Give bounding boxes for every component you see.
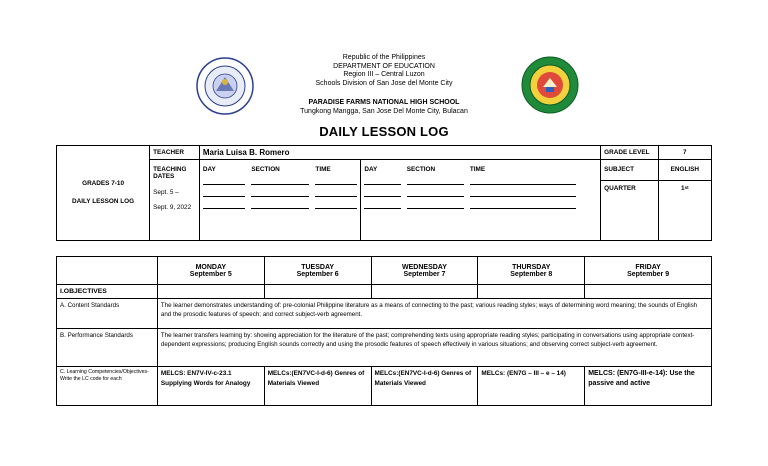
section-blank: [251, 198, 309, 209]
region-text: Region III – Central Luzon: [343, 71, 425, 78]
time-blank: [315, 198, 357, 209]
quarter-number: 1: [681, 185, 685, 192]
day-header-thursday: THURSDAY September 8: [478, 257, 585, 285]
date-end: Sept. 9, 2022: [153, 204, 192, 211]
time-label-1: TIME: [315, 166, 331, 173]
time-blank: [315, 186, 357, 197]
objectives-table: [56, 256, 712, 406]
competencies-label: C. Learning Competencies/Objectives- Write the LC code for each: [57, 367, 158, 406]
time-blank: [470, 174, 576, 185]
day-header-wednesday: WEDNESDAY September 7: [371, 257, 478, 285]
performance-standards-label: B. Performance Standards: [57, 329, 158, 367]
grade-level-label: GRADE LEVEL: [601, 146, 658, 160]
day-header-friday: FRIDAY September 9: [585, 257, 712, 285]
teacher-name: Maria Luisa B. Romero: [199, 146, 600, 160]
section-blank: [407, 174, 464, 185]
log-info-table: [56, 145, 712, 241]
school-name: PARADISE FARMS NATIONAL HIGH SCHOOL: [308, 99, 460, 106]
content-standards-label: A. Content Standards: [57, 299, 158, 329]
grade-level-value: 7: [658, 146, 711, 160]
grades-label: GRADES 7-10: [82, 180, 125, 187]
subject-value: ENGLISH: [659, 160, 711, 181]
time-label-2: TIME: [469, 166, 486, 173]
quarter-value: [659, 181, 711, 192]
republic-text: Republic of the Philippines: [342, 54, 426, 61]
quarter-suffix: st: [684, 185, 689, 190]
day-header-tuesday: TUESDAY September 6: [264, 257, 371, 285]
melc-monday: MELCS: EN7V-IV-c-23.1 Supplying Words for Analogy: [157, 367, 264, 406]
melc-tuesday: MELCs:(EN7VC-I-d-6) Genres of Materials Viewed: [264, 367, 371, 406]
school-block: [0, 99, 768, 116]
day-header-monday: MONDAY September 5: [157, 257, 264, 285]
day-label-1: DAY: [202, 166, 216, 173]
content-standards-text: The learner demonstrates understanding of: pre-colonial Philippine literature as a means of connecting to the past; various reading styles; ways of determining word meaning; the sounds of English and the prosodic features of speech; and correct subject-verb agreement.: [157, 299, 711, 329]
section-label-2: SECTION: [406, 166, 436, 173]
day-blank: [364, 174, 400, 185]
date-start: Sept. 5 –: [153, 189, 179, 196]
header-block: [0, 54, 768, 88]
division-text: Schools Division of San Jose del Monte City: [315, 79, 453, 87]
section-blank: [407, 186, 464, 197]
section-blank: [407, 198, 464, 209]
time-blank: [470, 186, 576, 197]
department-text: DEPARTMENT OF EDUCATION: [333, 62, 435, 70]
melc-friday: MELCS: (EN7G-III-e-14): Use the passive and active: [585, 367, 712, 406]
performance-standards-text: The learner transfers learning by: showing appreciation for the literature of the past; comprehending texts using appropriate reading styles; participating in conversations using appropriate context-dependent expressions; producing English sounds correctly and using the prosodic features of speech effectively in various situations; and observing correct subject-verb agreement.: [157, 329, 711, 367]
log-label: DAILY LESSON LOG: [71, 198, 135, 205]
teacher-label: TEACHER: [150, 146, 200, 160]
section-blank: [251, 186, 309, 197]
section-label-1: SECTION: [251, 166, 280, 173]
teaching-dates-label: TEACHING DATES: [153, 166, 187, 180]
day-blank: [203, 186, 246, 197]
quarter-label: QUARTER: [604, 185, 636, 192]
time-blank: [470, 198, 576, 209]
subject-label: SUBJECT: [601, 160, 657, 181]
day-blank: [364, 198, 400, 209]
objectives-heading: I.OBJECTIVES: [57, 285, 158, 299]
day-label-2: DAY: [364, 166, 378, 173]
time-blank: [315, 174, 357, 185]
day-blank: [203, 174, 246, 185]
day-blank: [364, 186, 400, 197]
day-blank: [203, 198, 246, 209]
page-title: DAILY LESSON LOG: [319, 124, 449, 139]
school-address: Tungkong Mangga, San Jose Del Monte City, Bulacan: [300, 107, 468, 115]
melc-thursday: MELCs: (EN7G – III – e – 14): [478, 367, 585, 406]
melc-wednesday: MELCs:(EN7VC-I-d-6) Genres of Materials Viewed: [371, 367, 478, 406]
section-blank: [251, 174, 309, 185]
